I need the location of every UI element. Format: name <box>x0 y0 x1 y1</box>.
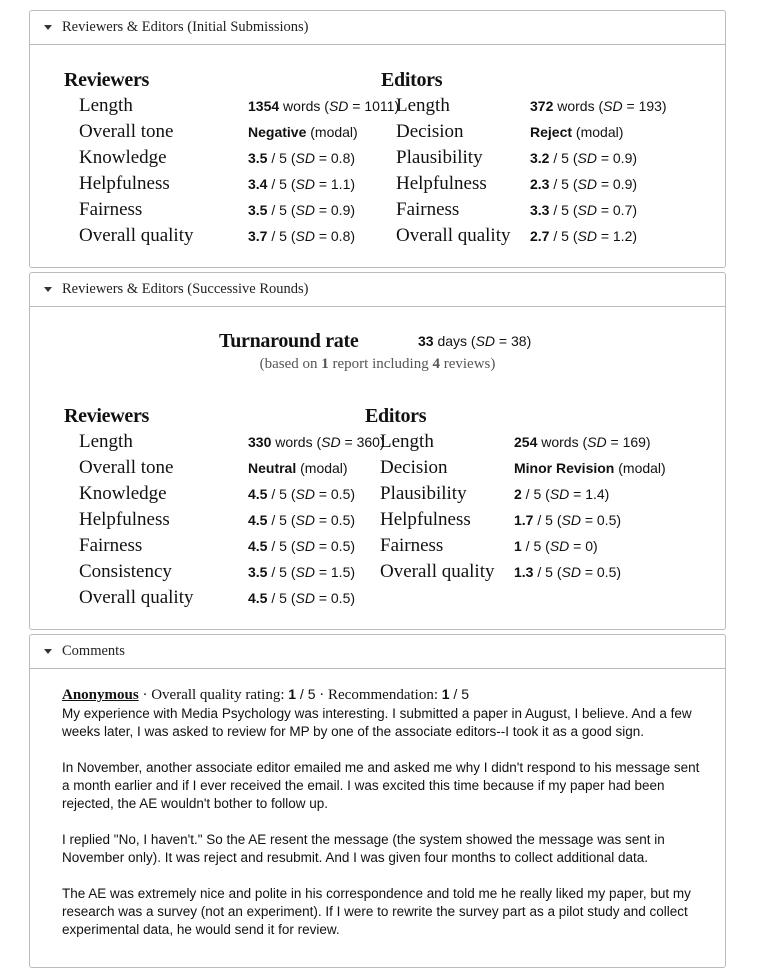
stat-row <box>365 559 666 585</box>
caret-down-icon <box>44 25 52 30</box>
panel-header-comments[interactable] <box>30 635 725 669</box>
stat-label: Fairness <box>79 199 143 220</box>
stat-row <box>365 533 666 559</box>
stat-row <box>64 119 381 145</box>
stat-value: Reject (modal) <box>530 124 624 140</box>
stats-heading: Editors <box>365 405 427 427</box>
reviewers-stats <box>64 403 385 611</box>
stats-heading: Editors <box>381 69 443 91</box>
stat-row <box>381 197 667 223</box>
stat-label: Knowledge <box>79 147 167 168</box>
stat-value: 2 / 5 (SD = 1.4) <box>514 486 610 502</box>
comment-paragraph: My experience with Media Psychology was interesting. I submitted a paper in August, I believe. And a few weeks later, I was asked to review for MP by one of the associate editors--I took it as a good sign. <box>62 706 692 739</box>
stat-value: 4.5 / 5 (SD = 0.5) <box>248 590 356 606</box>
turnaround-label: Turnaround rate <box>219 330 359 352</box>
caret-down-icon <box>44 649 52 654</box>
stat-label: Overall quality <box>380 561 495 582</box>
stat-row <box>64 585 365 611</box>
stat-value: 1.7 / 5 (SD = 0.5) <box>514 512 622 528</box>
stat-value: 1354 words (SD = 1011) <box>248 98 400 114</box>
stat-value: 3.7 / 5 (SD = 0.8) <box>248 228 356 244</box>
reviewers-stats <box>64 67 400 249</box>
stat-row <box>365 507 666 533</box>
stats-heading: Reviewers <box>64 69 150 91</box>
stat-row <box>381 145 667 171</box>
editors-stats <box>365 403 666 611</box>
comment-header: Anonymous · Overall quality rating: 1 / 5 · Recommendation: 1 / 5 <box>62 686 470 703</box>
stat-label: Knowledge <box>79 483 167 504</box>
panel-header-successive[interactable] <box>30 273 725 307</box>
turnaround-note: (based on 1 report including 4 reviews) <box>259 356 496 372</box>
stat-label: Length <box>79 431 133 452</box>
stat-row <box>365 481 666 507</box>
panel-title: Reviewers & Editors (Initial Submissions) <box>62 19 309 35</box>
stat-row <box>381 93 667 119</box>
stat-label: Length <box>380 431 434 452</box>
stat-label: Fairness <box>79 535 143 556</box>
stat-value: 3.5 / 5 (SD = 1.5) <box>248 564 356 580</box>
stat-row <box>64 93 400 119</box>
stat-label: Helpfulness <box>396 173 487 194</box>
stat-label: Decision <box>380 457 448 478</box>
stat-label: Overall tone <box>79 457 174 478</box>
stat-row <box>381 223 667 249</box>
stat-row <box>64 197 381 223</box>
stat-row <box>64 481 365 507</box>
stat-value: 4.5 / 5 (SD = 0.5) <box>248 486 356 502</box>
stat-row <box>64 507 365 533</box>
comment-author-link[interactable]: Anonymous <box>62 687 139 703</box>
stat-value: Negative (modal) <box>248 124 358 140</box>
stat-value: 3.3 / 5 (SD = 0.7) <box>530 202 638 218</box>
stat-value: 4.5 / 5 (SD = 0.5) <box>248 538 356 554</box>
stat-label: Plausibility <box>396 147 483 168</box>
stat-value: Minor Revision (modal) <box>514 460 666 476</box>
stat-value: 254 words (SD = 169) <box>514 434 651 450</box>
stat-value: 2.3 / 5 (SD = 0.9) <box>530 176 638 192</box>
stat-value: 3.5 / 5 (SD = 0.9) <box>248 202 356 218</box>
stat-value: 3.4 / 5 (SD = 1.1) <box>248 176 356 192</box>
stats-heading: Reviewers <box>64 405 150 427</box>
stat-row <box>64 559 365 585</box>
stat-row <box>64 171 381 197</box>
editors-stats <box>381 67 667 249</box>
stat-label: Helpfulness <box>79 509 170 530</box>
stat-label: Decision <box>396 121 464 142</box>
stat-label: Length <box>396 95 450 116</box>
stat-label: Plausibility <box>380 483 467 504</box>
comment-item <box>30 669 725 939</box>
comment-paragraph: The AE was extremely nice and polite in his correspondence and told me he really liked my paper, but my research was a survey (not an experiment). If I were to rewrite the survey part as a pilot study and collect experimental data, he would send it for review. <box>62 886 691 937</box>
caret-down-icon <box>44 287 52 292</box>
stat-value: 330 words (SD = 360) <box>248 434 385 450</box>
stat-label: Consistency <box>79 561 172 582</box>
stat-label: Fairness <box>396 199 460 220</box>
stat-row <box>381 119 667 145</box>
stat-value: 4.5 / 5 (SD = 0.5) <box>248 512 356 528</box>
stat-row <box>64 145 381 171</box>
stat-row <box>381 171 667 197</box>
panel-header-initial[interactable] <box>30 11 725 45</box>
panel-successive-rounds <box>29 272 726 630</box>
stat-value: 1 / 5 (SD = 0) <box>514 538 598 554</box>
stat-label: Helpfulness <box>380 509 471 530</box>
stat-label: Overall quality <box>396 225 511 246</box>
panel-comments <box>29 634 726 968</box>
turnaround-value: 33 days (SD = 38) <box>418 333 532 349</box>
stat-label: Helpfulness <box>79 173 170 194</box>
stat-label: Fairness <box>380 535 444 556</box>
stat-label: Length <box>79 95 133 116</box>
stat-label: Overall quality <box>79 225 194 246</box>
panel-title: Reviewers & Editors (Successive Rounds) <box>62 281 309 297</box>
stat-label: Overall tone <box>79 121 174 142</box>
stat-row <box>365 429 666 455</box>
stat-row <box>64 223 381 249</box>
stat-value: 3.2 / 5 (SD = 0.9) <box>530 150 638 166</box>
comment-paragraph: I replied "No, I haven't." So the AE resent the message (the system showed the message was sent in November only). It was reject and resubmit. And I was given four months to collect additional data. <box>62 832 665 865</box>
stat-value: 3.5 / 5 (SD = 0.8) <box>248 150 356 166</box>
stat-label: Overall quality <box>79 587 194 608</box>
stat-value: 2.7 / 5 (SD = 1.2) <box>530 228 638 244</box>
stat-value: Neutral (modal) <box>248 460 348 476</box>
comment-paragraph: In November, another associate editor emailed me and asked me why I didn't respond to his message sent a month earlier and if I ever received the email. I was excited this time because if my paper had been rejected, the AE wouldn't bother to follow up. <box>62 760 700 811</box>
stat-row <box>64 455 365 481</box>
stat-value: 372 words (SD = 193) <box>530 98 667 114</box>
stat-value: 1.3 / 5 (SD = 0.5) <box>514 564 622 580</box>
stat-row <box>64 533 365 559</box>
stat-row <box>64 429 385 455</box>
panel-title: Comments <box>62 643 125 659</box>
stat-row <box>365 455 666 481</box>
panel-initial-submissions <box>29 10 726 268</box>
turnaround-rate <box>219 328 725 354</box>
